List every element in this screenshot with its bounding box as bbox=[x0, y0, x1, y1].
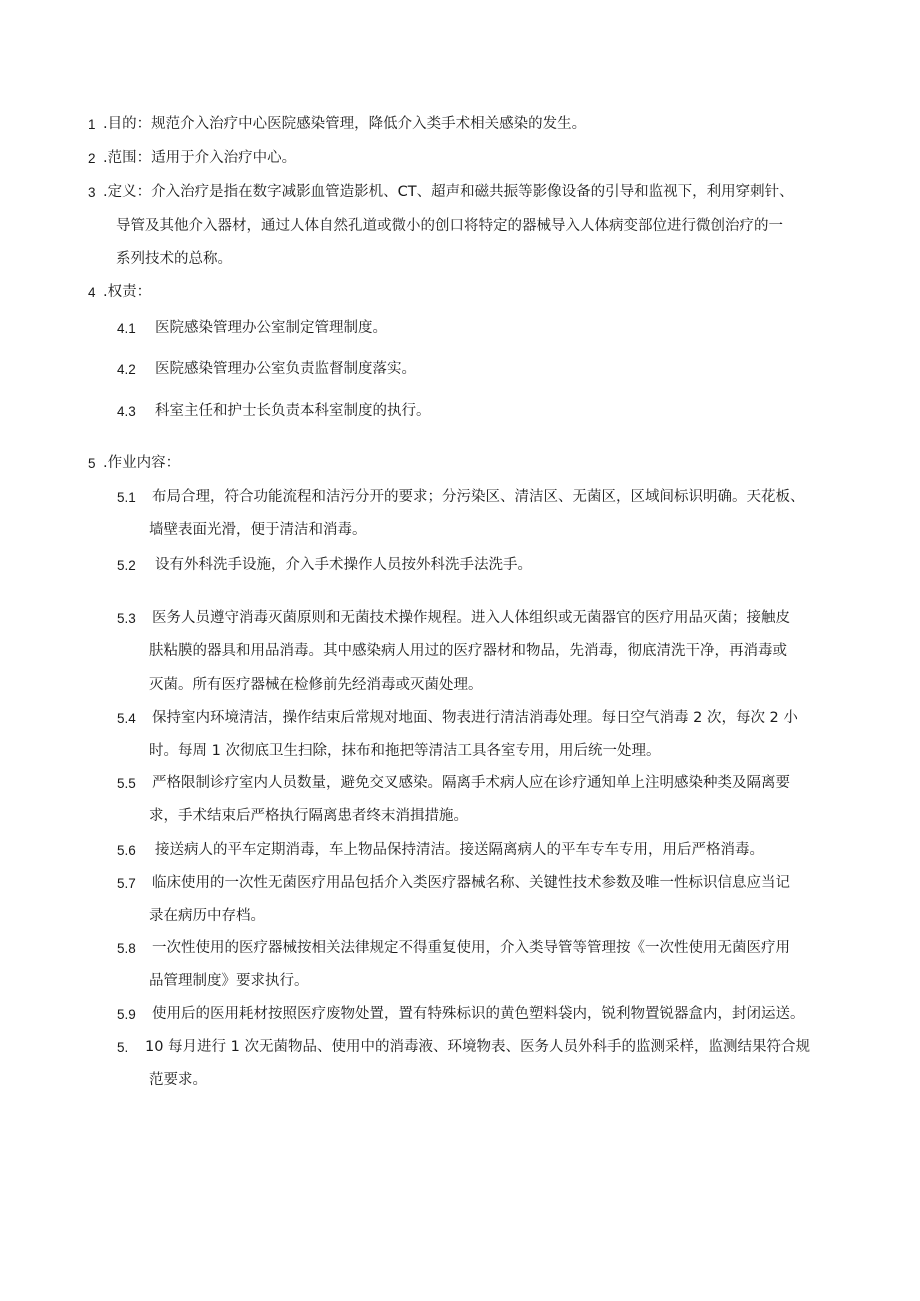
section-number: 5 bbox=[88, 456, 96, 471]
item-text: 接送病人的平车定期消毒，车上物品保持清洁。接送隔离病人的平车专车专用，用后严格消毒。 bbox=[155, 842, 764, 858]
item-text-continued: 品管理制度》要求执行。 bbox=[149, 973, 309, 989]
item-text-continued: 墙壁表面光滑，便于清洁和消毒。 bbox=[149, 522, 367, 538]
section-text: .范围：适用于介入治疗中心。 bbox=[103, 150, 297, 166]
item-number: 5.9 bbox=[117, 1007, 136, 1022]
item-number: 5. bbox=[117, 1040, 129, 1055]
section-text: .权责： bbox=[103, 284, 152, 300]
section-text: .定义：介入治疗是指在数字减影血管造影机、CT、超声和磁共振等影像设备的引导和监视下，利用穿刺针、 bbox=[103, 184, 794, 200]
section-text: .作业内容： bbox=[103, 455, 181, 471]
item-number: 5.2 bbox=[117, 558, 136, 573]
item-text-continued: 求，手术结束后严格执行隔离患者终末消揖措施。 bbox=[149, 808, 468, 824]
section-number: 2 bbox=[88, 151, 96, 166]
item-number: 5.1 bbox=[117, 490, 136, 505]
section-text-continued: 系列技术的总称。 bbox=[116, 251, 232, 267]
item-text: 临床使用的一次性无菌医疗用品包括介入类医疗器械名称、关键性技术参数及唯一性标识信息应当记 bbox=[152, 875, 790, 891]
item-text: 一次性使用的医疗器械按相关法律规定不得重复使用，介入类导管等管理按《一次性使用无菌医疗用 bbox=[152, 940, 790, 956]
item-text-continued: 范要求。 bbox=[149, 1072, 207, 1088]
section-number: 4 bbox=[88, 285, 96, 300]
item-number: 4.1 bbox=[117, 321, 136, 336]
item-number: 5.3 bbox=[117, 611, 136, 626]
item-text: 设有外科洗手设施，介入手术操作人员按外科洗手法洗手。 bbox=[155, 557, 532, 573]
item-text: 使用后的医用耗材按照医疗废物处置，置有特殊标识的黄色塑料袋内，锐利物置锐器盒内，封闭运送。 bbox=[152, 1006, 805, 1022]
item-number: 5.5 bbox=[117, 776, 136, 791]
item-text-continued: 录在病历中存档。 bbox=[149, 908, 265, 924]
item-number: 4.3 bbox=[117, 404, 136, 419]
item-text: 科室主任和护士长负责本科室制度的执行。 bbox=[155, 403, 431, 419]
item-text: 医院感染管理办公室制定管理制度。 bbox=[155, 320, 387, 336]
item-text: 保持室内环境清洁，操作结束后常规对地面、物表进行清洁消毒处理。每日空气消毒 2 次，每次 2 小 bbox=[152, 710, 798, 726]
item-number: 5.8 bbox=[117, 941, 136, 956]
item-text-continued: 灭菌。所有医疗器械在检修前先经消毒或灭菌处理。 bbox=[149, 677, 483, 693]
item-number: 5.4 bbox=[117, 711, 136, 726]
item-text: 医院感染管理办公室负责监督制度落实。 bbox=[155, 361, 416, 377]
item-text-continued: 时。每周 1 次彻底卫生扫除，抹布和拖把等清洁工具各室专用，用后统一处理。 bbox=[149, 743, 661, 759]
item-text: 布局合理，符合功能流程和洁污分开的要求；分污染区、清洁区、无菌区，区域间标识明确。天花板、 bbox=[152, 489, 805, 505]
section-text: .目的：规范介入治疗中心医院感染管理，降低介入类手术相关感染的发生。 bbox=[103, 116, 587, 132]
section-text-continued: 导管及其他介入器材，通过人体自然孔道或微小的创口将特定的器械导入人体病变部位进行微创治疗的一 bbox=[116, 218, 783, 234]
item-number: 5.7 bbox=[117, 876, 136, 891]
item-text: 严格限制诊疗室内人员数量，避免交叉感染。隔离手术病人应在诊疗通知单上注明感染种类及隔离要 bbox=[152, 775, 790, 791]
item-text: 医务人员遵守消毒灭菌原则和无菌技术操作规程。进入人体组织或无菌器官的医疗用品灭菌；接触皮 bbox=[152, 610, 790, 626]
item-number: 4.2 bbox=[117, 362, 136, 377]
item-text-continued: 肤粘膜的器具和用品消毒。其中感染病人用过的医疗器材和物品，先消毒，彻底清洗干净，再消毒或 bbox=[149, 643, 787, 659]
section-number: 3 bbox=[88, 185, 96, 200]
item-number: 5.6 bbox=[117, 843, 136, 858]
item-text: 10 每月进行 1 次无菌物品、使用中的消毒液、环境物表、医务人员外科手的监测采样，监测结果符合规 bbox=[145, 1039, 810, 1055]
section-number: 1 bbox=[88, 117, 96, 132]
